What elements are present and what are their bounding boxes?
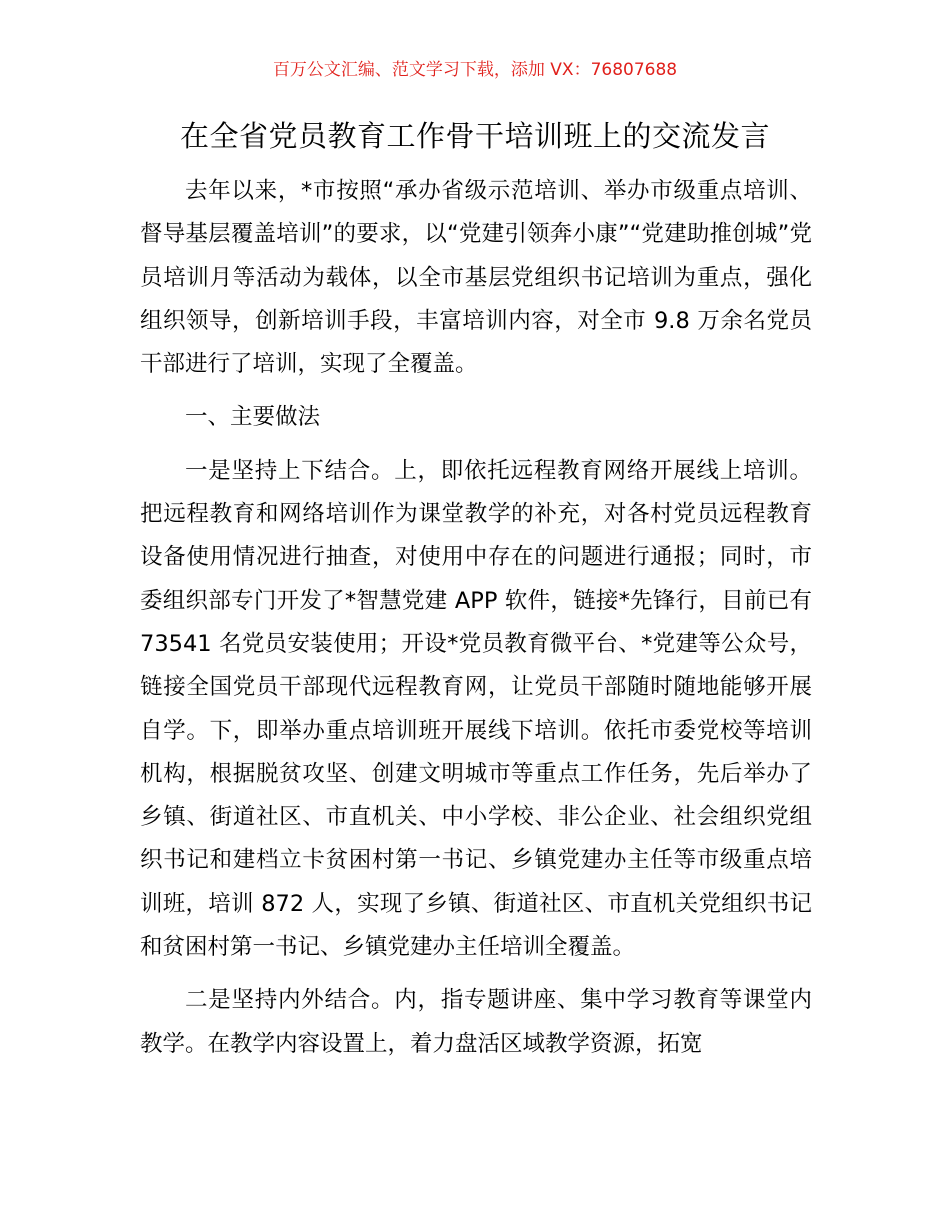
- intro-paragraph: 去年以来，*市按照“承办省级示范培训、举办市级重点培训、督导基层覆盖培训”的要求，以“党建引领奔小康”“党建助推创城”党员培训月等活动为载体，以全市基层党组织书记培训为重点，强化组织领导，创新培训手段，丰富培训内容，对全市 9.8 万余名党员干部进行了培训，实现了全覆盖。: [140, 178, 812, 378]
- paragraph-point-two: 二是坚持内外结合。内，指专题讲座、集中学习教育等课堂内教学。在教学内容设置上，着力盘活区域教学资源，拓宽: [140, 987, 812, 1057]
- document-body: [140, 170, 812, 1066]
- watermark-header: 百万公文汇编、范文学习下载，添加 VX：76807688: [272, 60, 678, 80]
- paragraph-point-one: 一是坚持上下结合。上，即依托远程教育网络开展线上培训。把远程教育和网络培训作为课堂教学的补充，对各村党员远程教育设备使用情况进行抽查，对使用中存在的问题进行通报；同时，市委组织部专门开发了*智慧党建 APP 软件，链接*先锋行，目前已有 73541 名党员安装使用；开设*党员教育微平台、*党建等公众号，链接全国党员干部现代远程教育网，让党员干部随时随地能够开展自学。下，即举办重点培训班开展线下培训。依托市委党校等培训机构，根据脱贫攻坚、创建文明城市等重点工作任务，先后举办了乡镇、街道社区、市直机关、中小学校、非公企业、社会组织党组织书记和建档立卡贫困村第一书记、乡镇党建办主任等市级重点培训班，培训 872 人，实现了乡镇、街道社区、市直机关党组织书记和贫困村第一书记、乡镇党建办主任培训全覆盖。: [140, 457, 812, 961]
- section-heading-main-practices: 一、主要做法: [185, 404, 321, 431]
- document-title: 在全省党员教育工作骨干培训班上的交流发言: [179, 119, 770, 153]
